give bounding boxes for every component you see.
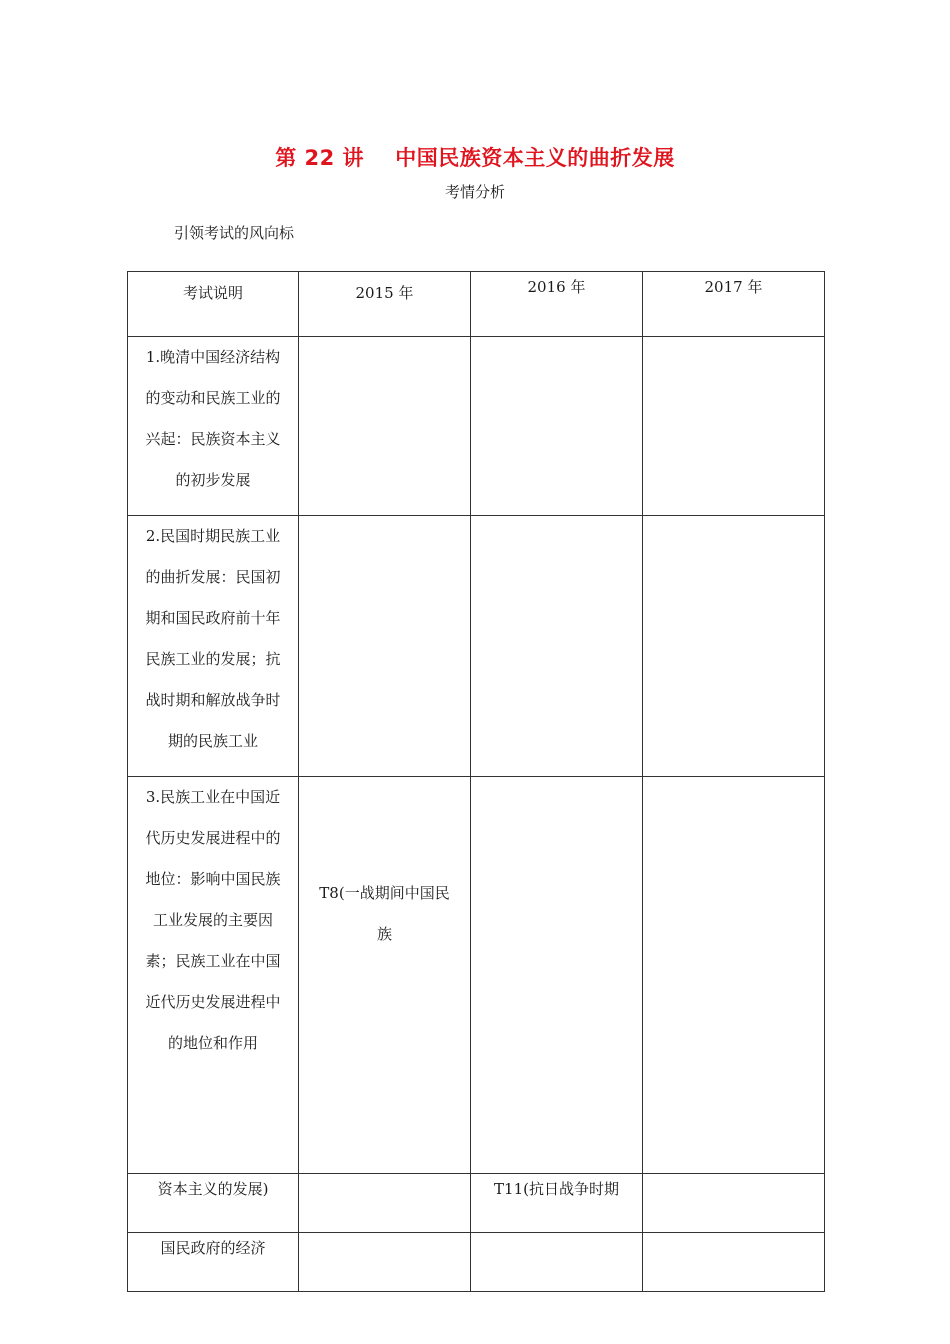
- table-row: [128, 777, 825, 1174]
- description-line: 民族工业的发展；抗: [145, 650, 281, 668]
- description-line: 2.民国时期民族工业: [145, 527, 281, 545]
- cell-2015: [299, 777, 471, 1174]
- cell-2017: [643, 777, 825, 1174]
- header-exam-description: 考试说明: [128, 272, 299, 337]
- cell-2015: [299, 1174, 471, 1233]
- exam-description-cell: [128, 1233, 299, 1292]
- cell-2015: [299, 1233, 471, 1292]
- cell-2016: [471, 516, 643, 777]
- cell-2017: [643, 1233, 825, 1292]
- table-row: [128, 337, 825, 516]
- table-row: [128, 1174, 825, 1233]
- description-line: 工业发展的主要因: [152, 911, 273, 929]
- description-line: 素；民族工业在中国: [145, 952, 281, 970]
- exam-description-cell: [128, 1174, 299, 1233]
- description-line: 的变动和民族工业的: [145, 389, 281, 407]
- description-line: 战时期和解放战争时: [145, 691, 281, 709]
- question-note-line: T8(一战期间中国民: [319, 884, 450, 902]
- cell-2016: [471, 1233, 643, 1292]
- header-year-2015: 2015 年: [299, 272, 471, 337]
- description-line: 1.晚清中国经济结构: [145, 348, 281, 366]
- table-row: [128, 516, 825, 777]
- exam-description-cell: [128, 337, 299, 516]
- page-title: 第 22 讲 中国民族资本主义的曲折发展: [275, 146, 675, 170]
- description-line: 的地位和作用: [167, 1034, 258, 1052]
- description-line: 期的民族工业: [167, 732, 258, 750]
- description-line: 的曲折发展：民国初: [145, 568, 281, 586]
- cell-2016: [471, 337, 643, 516]
- cell-2016: [471, 1174, 643, 1233]
- exam-analysis-table: [127, 271, 825, 1292]
- question-note-line: T11(抗日战争时期: [494, 1180, 619, 1198]
- question-note-line: 族: [376, 925, 392, 943]
- description-line: 国民政府的经济: [160, 1239, 266, 1257]
- description-line: 兴起：民族资本主义: [145, 430, 281, 448]
- cell-2017: [643, 337, 825, 516]
- cell-2015: [299, 337, 471, 516]
- header-year-2016: 2016 年: [471, 272, 643, 337]
- description-line: 期和国民政府前十年: [145, 609, 281, 627]
- table-row: [128, 1233, 825, 1292]
- description-line: 的初步发展: [175, 471, 251, 489]
- description-line: 近代历史发展进程中: [145, 993, 281, 1011]
- exam-description-cell: [128, 516, 299, 777]
- cell-2017: [643, 1174, 825, 1233]
- description-line: 地位：影响中国民族: [145, 870, 281, 888]
- section-label: 引领考试的风向标: [174, 224, 295, 242]
- description-line: 代历史发展进程中的: [145, 829, 281, 847]
- table-header-row: [128, 272, 825, 337]
- cell-2017: [643, 516, 825, 777]
- description-line: 3.民族工业在中国近: [145, 788, 281, 806]
- page-subtitle: 考情分析: [444, 183, 505, 201]
- cell-2016: [471, 777, 643, 1174]
- exam-description-cell: [128, 777, 299, 1174]
- header-year-2017: 2017 年: [643, 272, 825, 337]
- cell-2015: [299, 516, 471, 777]
- description-line: 资本主义的发展): [157, 1180, 269, 1198]
